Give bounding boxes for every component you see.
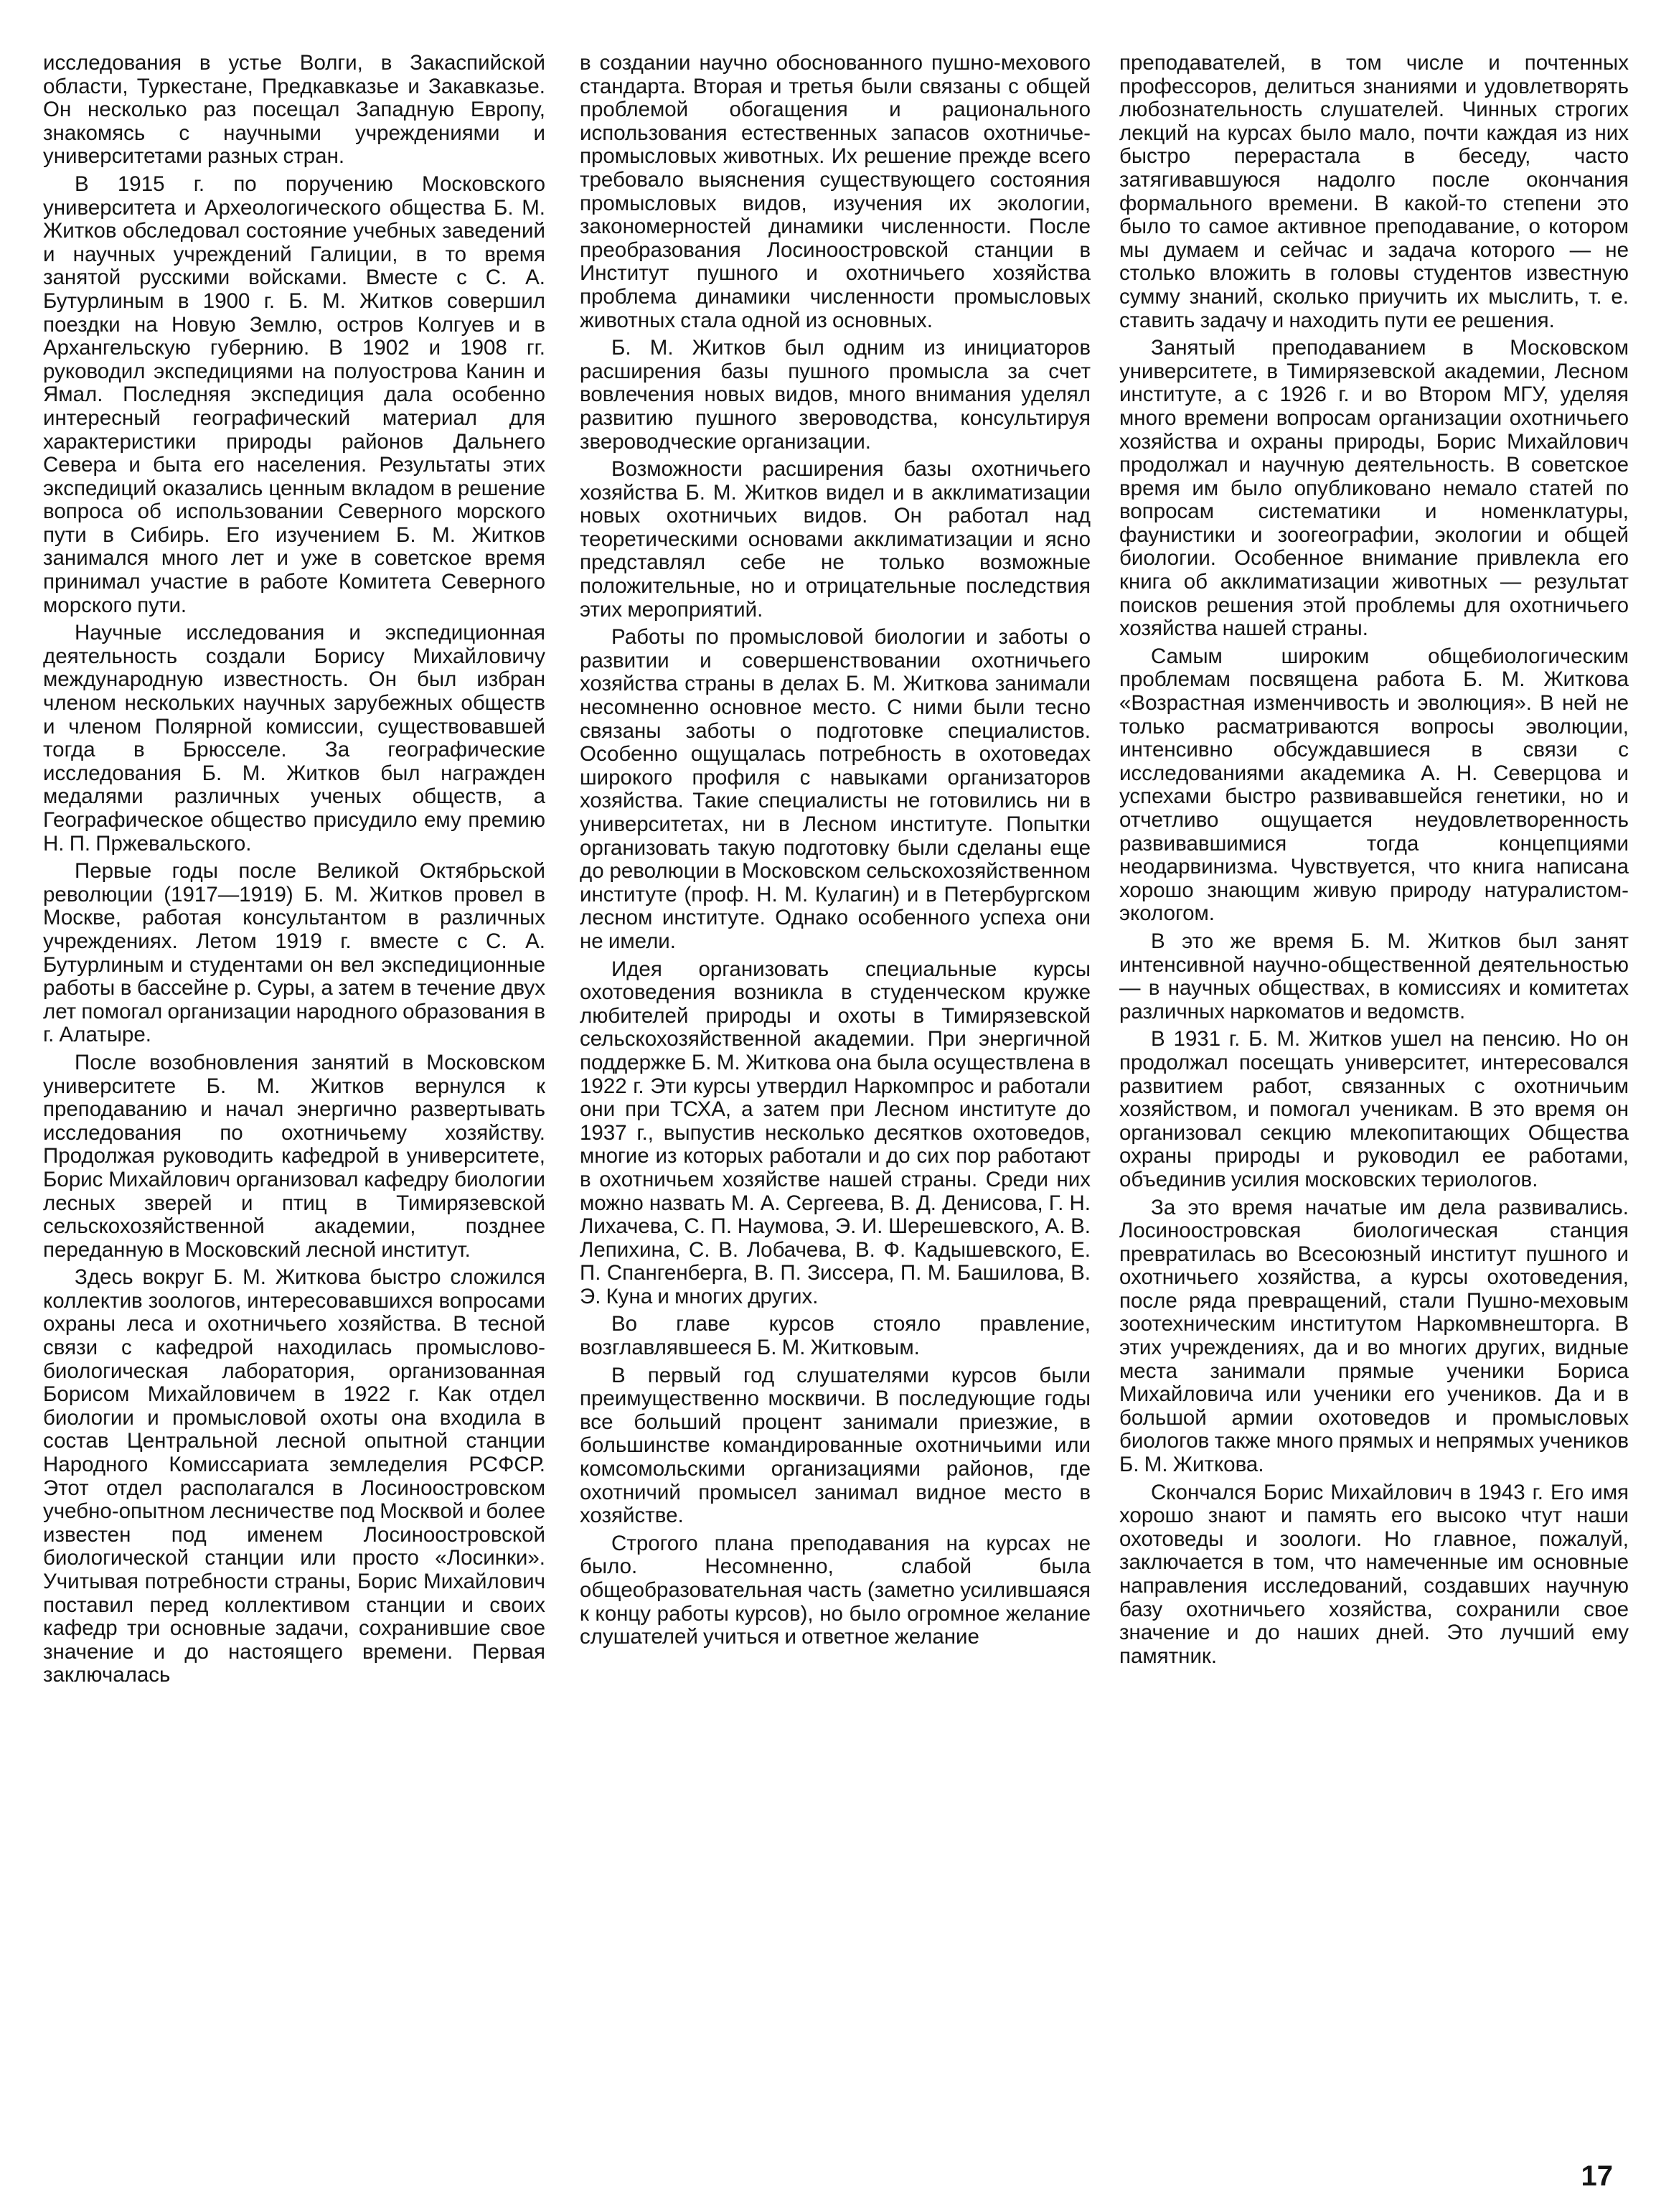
paragraph: Б. М. Житков был одним из инициаторов расширения базы пушного промысла за счет вовлечения новых видов, много внимания уделял развитию пушного звероводства, консультируя звероводческие организации. xyxy=(580,336,1091,454)
text-column-1 xyxy=(43,52,545,1692)
paragraph: В 1931 г. Б. М. Житков ушел на пенсию. Но он продолжал посещать университет, интересовался развитием работ, связанных с охотничьим хозяйством, и помогал ученикам. В это время он организовал секцию млекопитающих Общества охраны природы и руководил ее работами, объединив усилия московских териологов. xyxy=(1119,1027,1629,1191)
page-number: 17 xyxy=(1581,2160,1613,2192)
paragraph: Идея организовать специальные курсы охотоведения возникла в студенческом кружке любителей природы и охоты в Тимирязевской сельскохозяйственной академии. При энергичной поддержке Б. М. Житкова она была осуществлена в 1922 г. Эти курсы утвердил Наркомпрос и работали они при ТСХА, а затем при Лесном институте до 1937 г., выпустив несколько десятков охотоведов, многие из которых работали и до сих пор работают в охотничьем хозяйстве нашей страны. Среди них можно назвать М. А. Сергеева, В. Д. Денисова, Г. Н. Лихачева, С. П. Наумова, Э. И. Шерешевского, А. В. Лепихина, С. В. Лобачева, В. Ф. Кадышевского, Е. П. Спангенберга, В. П. Зиссера, П. М. Башилова, В. Э. Куна и многих других. xyxy=(580,957,1091,1308)
paragraph: В первый год слушателями курсов были преимущественно москвичи. В последующие годы все больший процент занимали приезжие, в большинстве командированные охотничьими или комсомольскими организациями районов, где охотничий промысел занимал видное место в хозяйстве. xyxy=(580,1363,1091,1528)
paragraph: Занятый преподаванием в Московском университете, в Тимирязевской академии, Лесном институте, а с 1926 г. и во Втором МГУ, уделяя много времени вопросам организации охотничьего хозяйства и охраны природы, Борис Михайлович продолжал и научную деятельность. В советское время им было опубликовано немало статей по вопросам систематики и номенклатуры, фаунистики и зоогеографии, экологии и общей биологии. Особенное внимание привлекла его книга об акклиматизации животных — результат поисков решения этой проблемы для охотничьего хозяйства нашей страны. xyxy=(1119,336,1629,641)
paragraph: Скончался Борис Михайлович в 1943 г. Его имя хорошо знают и память его высоко чтут наши охотоведы и зоологи. Но главное, пожалуй, заключается в том, что намеченные им основные направления исследований, создавших научную базу охотничьего хозяйства, сохранили свое значение и до наших дней. Это лучший ему памятник. xyxy=(1119,1480,1629,1668)
paragraph: Во главе курсов стояло правление, возглавлявшееся Б. М. Житковым. xyxy=(580,1312,1091,1360)
paragraph: Первые годы после Великой Октябрьской революции (1917—1919) Б. М. Житков провел в Москве, работая консультантом в различных учреждениях. Летом 1919 г. вместе с С. А. Бутурлиным и студентами он вел экспедиционные работы в бассейне р. Суры, а затем в течение двух лет помогал организации народного образования в г. Алатыре. xyxy=(43,859,545,1047)
paragraph: В это же время Б. М. Житков был занят интенсивной научно-общественной деятельностью — в научных обществах, в комиссиях и комитетах различных наркоматов и ведомств. xyxy=(1119,929,1629,1023)
text-column-2 xyxy=(580,52,1091,1654)
paragraph: Научные исследования и экспедиционная деятельность создали Борису Михайловичу международную известность. Он был избран членом нескольких научных зарубежных обществ и членом Полярной комиссии, существовавшей тогда в Брюсселе. За географические исследования Б. М. Житков был награжден медалями различных ученых обществ, а Географическое общество присудило ему премию Н. П. Пржевальского. xyxy=(43,621,545,856)
paragraph: преподавателей, в том числе и почтенных профессоров, делиться знаниями и удовлетворять любознательность слушателей. Чинных строгих лекций на курсах было мало, почти каждая из них быстро перерастала в беседу, часто затягивавшуюся надолго после окончания формального времени. В какой-то степени это было то самое активное преподавание, о котором мы думаем и сейчас и задача которого — не столько вложить в головы студентов известную сумму знаний, сколько приучить их мыслить, т. е. ставить задачу и находить пути ее решения. xyxy=(1119,51,1629,332)
paragraph: В 1915 г. по поручению Московского университета и Археологического общества Б. М. Житков обследовал состояние учебных заведений и научных учреждений Галиции, в то время занятой русскими войсками. Вместе с С. А. Бутурлиным в 1900 г. Б. М. Житков совершил поездки на Новую Землю, остров Колгуев и в Архангельскую губернию. В 1902 и 1908 гг. руководил экспедициями на полуострова Канин и Ямал. Последняя экспедиция дала особенно интересный географический материал для характеристики природы районов Дальнего Севера и быта его населения. Результаты этих экспедиций оказались ценным вкладом в решение вопроса об использовании Северного морского пути в Сибирь. Его изучением Б. М. Житков занимался много лет и уже в советское время принимал участие в работе Комитета Северного морского пути. xyxy=(43,172,545,617)
paragraph: Работы по промысловой биологии и заботы о развитии и совершенствовании охотничьего хозяйства страны в делах Б. М. Житкова занимали несомненно основное место. С ними были тесно связаны заботы о подготовке специалистов. Особенно ощущалась потребность в охотоведах широкого профиля с навыками организаторов хозяйства. Такие специалисты не готовились ни в университетах, ни в Лесном институте. Попытки организовать такую подготовку были сделаны еще до революции в Московском сельскохозяйственном институте (проф. Н. М. Кулагин) и в Петербургском лесном институте. Однако особенного успеха они не имели. xyxy=(580,625,1091,953)
paragraph: Самым широким общебиологическим проблемам посвящена работа Б. М. Житкова «Возрастная изменчивость и эволюция». В ней не только расматриваются вопросы эволюции, интенсивно обсуждавшиеся в связи с исследованиями академика А. Н. Северцова и успехами быстро развивавшейся генетики, но и отчетливо ощущается неудовлетворенность развивавшимися тогда концепциями неодарвинизма. Чувствуется, что книга написана хорошо знающим живую природу натуралистом-экологом. xyxy=(1119,644,1629,926)
paragraph: Здесь вокруг Б. М. Житкова быстро сложился коллектив зоологов, интересовавшихся вопросами охраны леса и охотничьего хозяйства. В тесной связи с кафедрой находилась промыслово-биологическая лаборатория, организованная Борисом Михайловичем в 1922 г. Как отдел биологии и промысловой охоты она входила в состав Центральной лесной опытной станции Народного Комиссариата земледелия РСФСР. Этот отдел располагался в Лосиноостровском учебно-опытном лесничестве под Москвой и более известен под именем Лосиноостровской биологической станции или просто «Лосинки». Учитывая потребности страны, Борис Михайлович поставил перед коллективом станции и своих кафедр три основные задачи, сохранившие свое значение и до настоящего времени. Первая заключалась xyxy=(43,1265,545,1687)
paragraph: исследования в устье Волги, в Закаспийской области, Туркестане, Предкавказье и Закавказье. Он несколько раз посещал Западную Европу, знакомясь с научными учреждениями и университетами разных стран. xyxy=(43,51,545,169)
paragraph: в создании научно обоснованного пушно-мехового стандарта. Вторая и третья были связаны с общей проблемой обогащения и рационального использования естественных запасов охотничье-промысловых животных. Их решение прежде всего требовало выяснения существующего состояния промысловых видов, изучения их экологии, закономерностей динамики численности. После преобразования Лосиноостровской станции в Институт пушного и охотничьего хозяйства проблема динамики численности промысловых животных стала одной из основных. xyxy=(580,51,1091,332)
text-column-3 xyxy=(1119,52,1629,1672)
paragraph: Строгого плана преподавания на курсах не было. Несомненно, слабой была общеобразовательная часть (заметно усилившаяся к концу работы курсов), но было огромное желание слушателей учиться и ответное желание xyxy=(580,1531,1091,1649)
paragraph: За это время начатые им дела развивались. Лосиноостровская биологическая станция превратилась во Всесоюзный институт пушного и охотничьего хозяйства, а курсы охотоведения, после ряда превращений, стали Пушно-меховым зоотехническим институтом Наркомвнешторга. В этих учреждениях, да и во многих других, видные места занимали прямые ученики Бориса Михайловича или ученики его учеников. Да и в большой армии охотоведов и промысловых биологов также много прямых и непрямых учеников Б. М. Житкова. xyxy=(1119,1195,1629,1477)
paragraph: После возобновления занятий в Московском университете Б. М. Житков вернулся к преподаванию и начал энергично развертывать исследования по охотничьему хозяйству. Продолжая руководить кафедрой в университете, Борис Михайлович организовал кафедру биологии лесных зверей и птиц в Тимирязевской сельскохозяйственной академии, позднее переданную в Московский лесной институт. xyxy=(43,1050,545,1262)
paragraph: Возможности расширения базы охотничьего хозяйства Б. М. Житков видел и в акклиматизации новых охотничьих видов. Он работал над теоретическими основами акклиматизации и ясно представлял себе не только возможные положительные, но и отрицательные последствия этих мероприятий. xyxy=(580,457,1091,622)
